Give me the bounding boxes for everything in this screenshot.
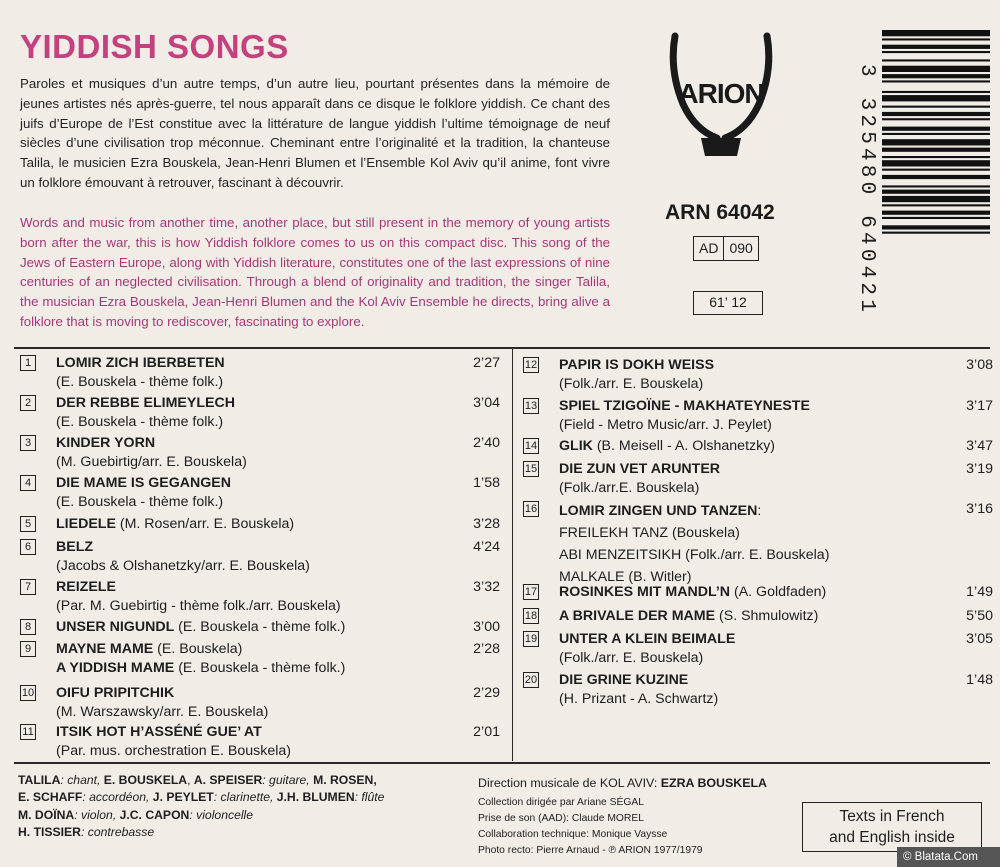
intro-french: Paroles et musiques d’un autre temps, d’un autre lieu, pourtant présentes dans la mémoire de jeunes artistes nés après-guerre, tel nous apparaît dans ce disque le folklore yiddish. Ce chant des juifs d’Europe de l’Est constitue avec la littérature de langue yiddish l’ultime témoignage de neuf siècles d’une civilisation trop méconnue. Cheminant entre l’originalité et la tradition, la chanteuse Talila, le musicien Ezra Bouskela, Jean-Henri Blumen et l’Ensemble Kol Aviv qu’il anime, font vivre un folklore émouvant à retrouver, fascinant à découvrir. bbox=[20, 76, 610, 190]
track-number: 17 bbox=[524, 586, 538, 598]
performer-name: A. SPEISER bbox=[193, 773, 263, 787]
track-title: DIE ZUN VET ARUNTER bbox=[559, 461, 721, 477]
track-duration: 2’40 bbox=[473, 435, 500, 451]
track-title: A BRIVALE DER MAME bbox=[559, 608, 716, 624]
barcode-bar bbox=[882, 217, 990, 219]
barcode-bar bbox=[882, 127, 990, 131]
texts-inside-box bbox=[802, 802, 982, 852]
performer-role: : violoncelle bbox=[189, 807, 254, 822]
barcode-bar bbox=[882, 91, 990, 93]
track-number: 13 bbox=[524, 400, 538, 412]
barcode-bar bbox=[882, 156, 990, 158]
track-duration: 2’27 bbox=[473, 355, 500, 371]
intro-english: Words and music from another time, another place, but still present in the memory of young artists born after the war, this is how Yiddish folklore comes to us on this compact disc. This song of the Jews of Eastern Europe, along with Yiddish literature, constitutes one of the last expressions of nine centuries of an neglected civilisation. Through a blend of originality and tradition, the singer Talila, the musician Ezra Bouskela, Jean-Henri Blumen and the Kol Aviv Ensemble he directs, bring alive a folklore that is moving to rediscover, fascinating to explore. bbox=[20, 215, 610, 329]
track-number: 15 bbox=[524, 463, 538, 475]
track-duration: 3’19 bbox=[966, 461, 993, 477]
barcode-bar bbox=[882, 59, 990, 61]
track-title: UNTER A KLEIN BEIMALE bbox=[559, 631, 736, 647]
track-number: 5 bbox=[20, 516, 36, 532]
performer-name: J.C. CAPON bbox=[119, 807, 190, 822]
track-title: SPIEL TZIGOÏNE - MAKHATEYNESTE bbox=[559, 398, 810, 414]
track-credit: (E. Bouskela) bbox=[153, 641, 243, 657]
track-duration: 2’01 bbox=[473, 724, 500, 740]
texts-box-line: and English inside bbox=[829, 829, 955, 846]
track-number: 14 bbox=[524, 440, 538, 452]
production-credit: Photo recto: Pierre Arnaud - ℗ ARION 1977/1979 bbox=[478, 845, 703, 856]
credits-line bbox=[18, 789, 458, 806]
performer-role: : accordéon, bbox=[82, 790, 153, 805]
barcode-bar bbox=[882, 74, 990, 78]
arion-logo bbox=[665, 30, 777, 162]
track-duration: 1’58 bbox=[473, 475, 500, 491]
total-time: 61’ 12 bbox=[693, 291, 763, 315]
track-number: 6 bbox=[20, 539, 36, 555]
barcode-bar bbox=[882, 232, 990, 234]
ad-label: AD bbox=[694, 237, 724, 260]
track-number: 18 bbox=[524, 610, 538, 622]
barcode-number: 3 325480 640421 bbox=[855, 63, 878, 317]
barcode-bar bbox=[882, 112, 990, 116]
track-title: DER REBBE ELIMEYLECH bbox=[56, 395, 235, 411]
separator: , bbox=[187, 773, 194, 787]
track-credit: (M. Guebirtig/arr. E. Bouskela) bbox=[56, 453, 247, 470]
barcode-bar bbox=[882, 211, 990, 215]
track-credit: (A. Goldfaden) bbox=[730, 584, 827, 600]
barcode-bar bbox=[882, 51, 990, 53]
performer-credits bbox=[18, 772, 458, 842]
track-duration: 3’32 bbox=[473, 579, 500, 595]
direction-label: Direction musicale de KOL AVIV: bbox=[478, 776, 661, 790]
barcode-bar bbox=[882, 80, 990, 82]
divider-middle bbox=[512, 349, 513, 761]
track-duration: 3’17 bbox=[966, 398, 993, 414]
track-title: MAYNE MAME bbox=[56, 641, 154, 657]
barcode bbox=[882, 30, 990, 346]
track-number: 10 bbox=[21, 687, 35, 699]
barcode-bar bbox=[882, 169, 990, 171]
track-title: BELZ bbox=[56, 539, 94, 555]
track-duration: 2’28 bbox=[473, 641, 500, 657]
ad-code: 090 bbox=[729, 240, 753, 256]
track-subtitle: A YIDDISH MAME bbox=[56, 659, 175, 676]
track-number: 11 bbox=[20, 724, 36, 740]
barcode-bar bbox=[882, 204, 990, 206]
track-duration: 3’08 bbox=[966, 357, 993, 373]
track-credit: (Par. mus. orchestration E. Bouskela) bbox=[56, 742, 291, 759]
performer-name: E. BOUSKELA bbox=[103, 773, 188, 787]
track-colon: : bbox=[757, 503, 762, 519]
track-duration: 3’04 bbox=[473, 395, 500, 411]
performer-name: M. DOÏNA bbox=[18, 807, 75, 822]
barcode-bar bbox=[882, 139, 990, 145]
track-credit: (H. Prizant - A. Schwartz) bbox=[559, 690, 719, 707]
barcode-bar bbox=[882, 133, 990, 135]
track-duration: 1’48 bbox=[966, 672, 993, 688]
performer-role: : clarinette, bbox=[213, 790, 277, 805]
medley-part: FREILEKH TANZ (Bouskela) bbox=[559, 525, 740, 541]
track-title: OIFU PRIPITCHIK bbox=[56, 685, 175, 701]
watermark: © Blatata.Com bbox=[897, 847, 1000, 867]
track-title: DIE GRINE KUZINE bbox=[559, 672, 689, 688]
track-title: REIZELE bbox=[56, 579, 116, 595]
track-duration: 1’49 bbox=[966, 584, 993, 600]
track-credit: (E. Bouskela - thème folk.) bbox=[56, 493, 224, 510]
performer-name: J.H. BLUMEN bbox=[276, 790, 355, 805]
credits-line bbox=[18, 807, 458, 824]
track-number: 2 bbox=[20, 395, 36, 411]
credits-line bbox=[18, 824, 458, 841]
barcode-bar bbox=[882, 118, 990, 120]
track-duration: 5’50 bbox=[966, 608, 993, 624]
performer-role: : chant, bbox=[60, 773, 104, 787]
medley-part: MALKALE (B. Witler) bbox=[559, 569, 692, 585]
album-title: YIDDISH SONGS bbox=[20, 28, 289, 65]
track-duration: 3’00 bbox=[473, 619, 500, 635]
track-title: LOMIR ZINGEN UND TANZEN bbox=[559, 503, 758, 519]
performer-name: TALILA bbox=[18, 773, 61, 787]
track-duration: 3’16 bbox=[966, 501, 993, 517]
track-title: DIE MAME IS GEGANGEN bbox=[56, 475, 231, 491]
barcode-bar bbox=[882, 175, 990, 179]
credits-line bbox=[18, 772, 458, 789]
barcode-bar bbox=[882, 106, 990, 108]
ad-code-box bbox=[693, 236, 759, 261]
track-number: 7 bbox=[20, 579, 36, 595]
barcode-bar bbox=[882, 30, 990, 36]
logo-text: ARION bbox=[678, 78, 764, 109]
barcode-bar bbox=[882, 190, 990, 194]
track-title: ROSINKES MIT MANDL’N bbox=[559, 584, 731, 600]
divider-bottom bbox=[14, 762, 990, 764]
catalog-number: ARN 64042 bbox=[665, 201, 775, 224]
performer-role: : flûte bbox=[354, 790, 385, 805]
track-title: GLIK bbox=[559, 438, 593, 454]
track-title: LOMIR ZICH IBERBETEN bbox=[56, 355, 225, 371]
track-title: LIEDELE bbox=[56, 516, 116, 532]
track-credit: (E. Bouskela - thème folk.) bbox=[56, 373, 224, 390]
track-title: KINDER YORN bbox=[56, 435, 156, 451]
track-credit: (S. Shmulowitz) bbox=[715, 608, 819, 624]
barcode-bar bbox=[882, 225, 990, 229]
performer-role: : contrebasse bbox=[80, 825, 155, 840]
barcode-bar bbox=[882, 185, 990, 187]
performer-name: M. ROSEN, bbox=[313, 773, 377, 787]
track-duration: 3’47 bbox=[966, 438, 993, 454]
director-name: EZRA BOUSKELA bbox=[660, 776, 767, 790]
performer-name: E. SCHAFF bbox=[18, 790, 83, 805]
production-credit: Collection dirigée par Ariane SÉGAL bbox=[478, 797, 644, 808]
barcode-bar bbox=[882, 95, 990, 101]
track-number: 1 bbox=[20, 355, 36, 371]
track-title: PAPIR IS DOKH WEISS bbox=[559, 357, 715, 373]
production-credit: Collaboration technique: Monique Vaysse bbox=[478, 829, 668, 840]
medley-part: ABI MENZEITSIKH (Folk./arr. E. Bouskela) bbox=[559, 547, 830, 563]
track-title: ITSIK HOT H’ASSÉNÉ GUE’ AT bbox=[56, 724, 262, 740]
barcode-bar bbox=[882, 196, 990, 202]
track-credit: (Field - Metro Music/arr. J. Peylet) bbox=[559, 416, 772, 433]
production-credit: Prise de son (AAD): Claude MOREL bbox=[478, 813, 644, 824]
track-number: 8 bbox=[20, 619, 36, 635]
track-credit: (B. Meisell - A. Olshanetzky) bbox=[592, 438, 776, 454]
track-number: 3 bbox=[20, 435, 36, 451]
track-number: 20 bbox=[524, 674, 538, 686]
track-credit: (E. Bouskela - thème folk.) bbox=[174, 619, 346, 635]
track-credit: (M. Warszawsky/arr. E. Bouskela) bbox=[56, 703, 269, 720]
performer-role: : guitare, bbox=[262, 773, 314, 787]
track-credit: (Folk./arr. E. Bouskela) bbox=[559, 649, 704, 666]
track-title: UNSER NIGUNDL bbox=[56, 619, 175, 635]
track-duration: 2’29 bbox=[473, 685, 500, 701]
track-credit: (Folk./arr. E. Bouskela) bbox=[559, 375, 704, 392]
track-duration: 3’05 bbox=[966, 631, 993, 647]
track-credit: (Par. M. Guebirtig - thème folk./arr. Bouskela) bbox=[56, 597, 341, 614]
performer-name: H. TISSIER bbox=[18, 825, 81, 840]
track-number: 12 bbox=[524, 359, 538, 371]
track-number: 16 bbox=[524, 503, 538, 515]
track-credit: (M. Rosen/arr. E. Bouskela) bbox=[115, 516, 295, 532]
track-credit: (Folk./arr.E. Bouskela) bbox=[559, 479, 700, 496]
texts-box-line: Texts in French bbox=[839, 808, 945, 825]
barcode-bar bbox=[882, 148, 990, 152]
track-credit: (E. Bouskela - thème folk.) bbox=[56, 413, 224, 430]
barcode-bar bbox=[882, 38, 990, 40]
musical-direction bbox=[478, 776, 767, 790]
barcode-bar bbox=[882, 160, 990, 166]
barcode-bar bbox=[882, 66, 990, 72]
barcode-bar bbox=[882, 45, 990, 49]
performer-role: : violon, bbox=[74, 807, 120, 822]
track-duration: 3’28 bbox=[473, 516, 500, 532]
performer-name: J. PEYLET bbox=[152, 790, 214, 805]
track-number: 4 bbox=[20, 475, 36, 491]
track-number: 9 bbox=[20, 641, 36, 657]
track-credit: (Jacobs & Olshanetzky/arr. E. Bouskela) bbox=[56, 557, 310, 574]
track-duration: 4’24 bbox=[473, 539, 500, 555]
track-number: 19 bbox=[524, 633, 538, 645]
track-subcredit: (E. Bouskela - thème folk.) bbox=[174, 659, 346, 676]
divider-top bbox=[14, 347, 990, 349]
